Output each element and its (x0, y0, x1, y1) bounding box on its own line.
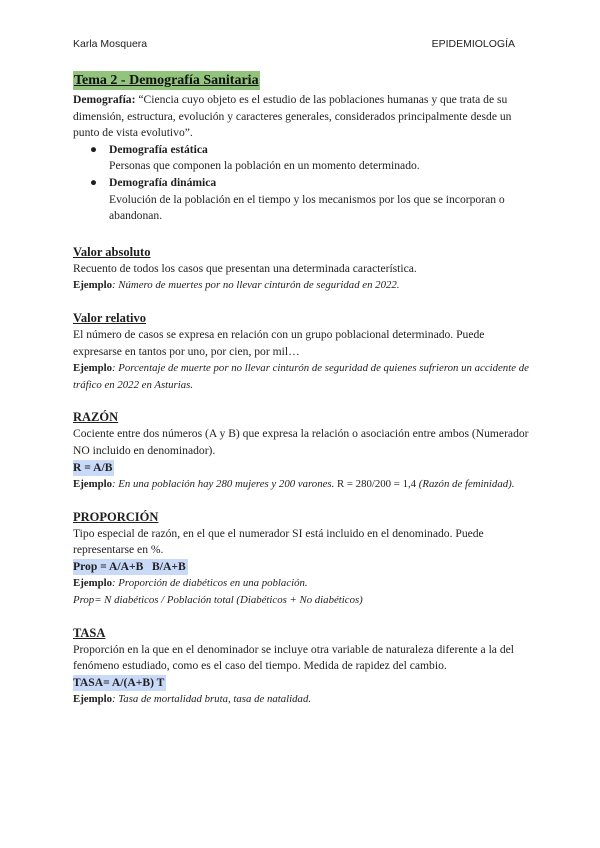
section-heading-proporcion: PROPORCIÓN (73, 509, 159, 524)
formula-highlight: R = A/B (73, 460, 114, 477)
list-item-label: Demografía dinámica (109, 175, 217, 189)
formula-line (73, 559, 531, 576)
formula-line (73, 460, 531, 477)
list-item-desc (73, 192, 531, 225)
example-label: Ejemplo (73, 577, 112, 590)
formula-line (73, 675, 531, 692)
page-title: Tema 2 - Demografía Sanitaria (74, 73, 259, 88)
example-text-2: Prop= N diabéticos / Población total (Diabéticos + No diabéticos) (73, 594, 363, 607)
example-label: Ejemplo (73, 693, 112, 706)
example-line (73, 476, 531, 493)
list-item (73, 175, 531, 192)
list-item-desc (73, 158, 531, 175)
document-body (73, 71, 531, 708)
example-line (73, 360, 531, 393)
example-text: : Proporción de diabéticos en una población. (112, 577, 308, 590)
example-line-2 (73, 592, 531, 609)
intro-paragraph (73, 92, 531, 142)
section-text: El número de casos se expresa en relación con un grupo poblacional determinado. Puede expresarse en tantos por uno, por cien, por mil… (73, 327, 485, 358)
section-heading-razon: RAZÓN (73, 410, 119, 425)
section-heading-valor-relativo: Valor relativo (73, 310, 147, 325)
formula-highlight: Prop = A/A+B B/A+B (73, 559, 188, 576)
example-line (73, 277, 531, 294)
intro-term: Demografía: (73, 93, 136, 106)
intro-text: “Ciencia cuyo objeto es el estudio de las poblaciones humanas y que trata de su dimensión, estructura, evolución y caracteres generales, considerados principalmente desde un punto de vista evolutivo”. (73, 93, 512, 140)
example-label: Ejemplo (73, 362, 112, 375)
example-text: : Número de muertes por no llevar cinturón de seguridad en 2022. (112, 279, 400, 292)
example-text: : Tasa de mortalidad bruta, tasa de natalidad. (112, 693, 312, 706)
section-text: Recuento de todos los casos que presentan una determinada característica. (73, 261, 417, 275)
list-item (73, 142, 531, 159)
section-text: Tipo especial de razón, en el que el numerador SI está incluido en el denominado. Puede representarse en %. (73, 526, 484, 557)
example-label: Ejemplo (73, 478, 112, 491)
list-item-label: Demografía estática (109, 142, 208, 156)
section-text: Cociente entre dos números (A y B) que expresa la relación o asociación entre ambos (Numerador NO incluido en denominador). (73, 427, 529, 457)
list-item-text: Evolución de la población en el tiempo y los mecanismos por los que se incorporan o abandonan. (109, 192, 505, 223)
example-text: : Porcentaje de muerte por no llevar cinturón de seguridad de quienes sufrieron un accidente de tráfico en 2022 en Asturias. (73, 362, 529, 391)
example-calc: R = 280/200 = 1,4 (334, 478, 419, 491)
example-text-2: (Razón de feminidad). (418, 478, 515, 491)
example-text: : En una población hay 280 mujeres y 200 varones. (112, 478, 335, 491)
formula-highlight: TASA= A/(A+B) T (73, 675, 166, 692)
header-subject: EPIDEMIOLOGÍA (431, 38, 515, 50)
list-item-text: Personas que componen la población en un momento determinado. (109, 159, 420, 173)
example-label: Ejemplo (73, 279, 112, 292)
bullet-icon: ● (90, 175, 98, 189)
demography-list (73, 142, 531, 225)
header-author: Karla Mosquera (73, 38, 148, 50)
section-text: Proporción en la que en el denominador se incluye otra variable de naturaleza diferente a la del fenómeno estudiado, como es el caso del tiempo. Medida de rapidez del cambio. (73, 642, 515, 673)
section-heading-tasa: TASA (73, 625, 106, 640)
example-line (73, 575, 531, 592)
bullet-icon: ● (90, 142, 98, 156)
section-heading-valor-absoluto: Valor absoluto (73, 244, 151, 259)
example-line (73, 691, 531, 708)
